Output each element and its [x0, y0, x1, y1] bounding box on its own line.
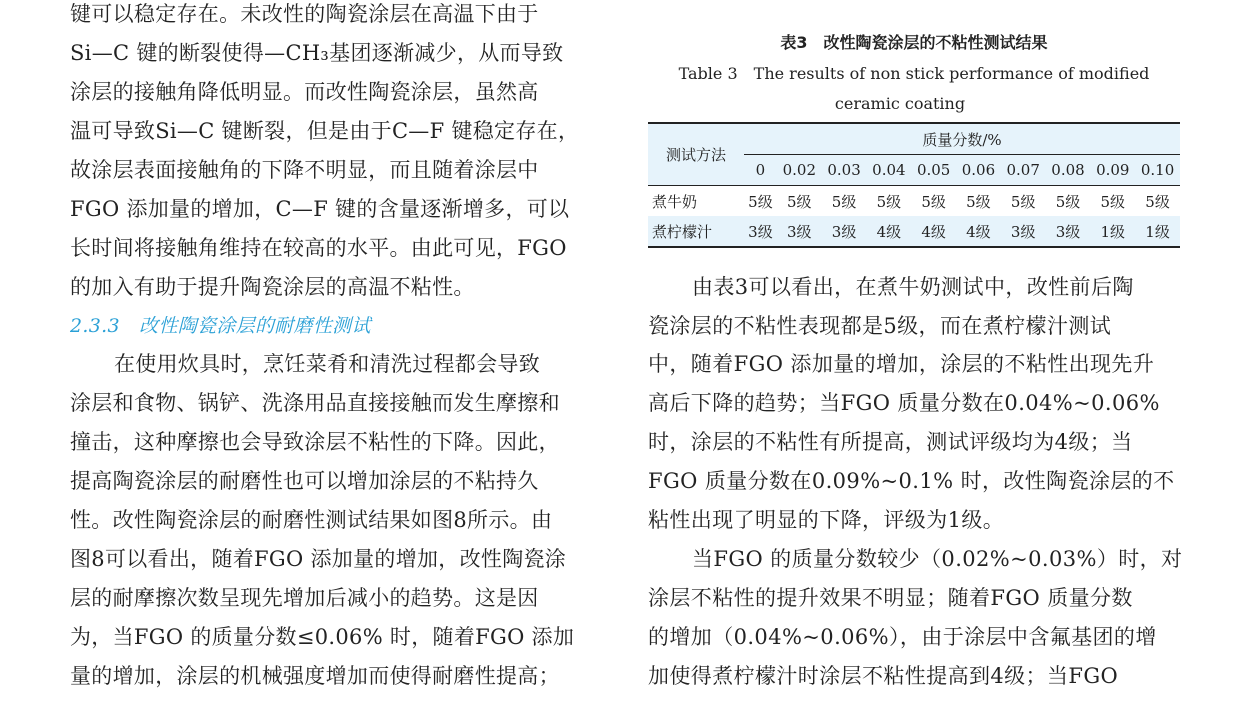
row-label: 煮柠檬汁 — [648, 216, 744, 247]
body-line: 量的增加，涂层的机械强度增加而使得耐磨性提高； — [70, 664, 560, 688]
body-line: 粘性出现了明显的下降，评级为1级。 — [648, 508, 1005, 532]
body-line: 涂层不粘性的提升效果不明显；随着FGO 质量分数 — [648, 586, 1133, 610]
table-cell: 5级 — [911, 186, 956, 217]
body-line: 温可导致Si—C 键断裂，但是由于C—F 键稳定存在， — [70, 119, 580, 143]
row-label: 煮牛奶 — [648, 186, 744, 217]
column-header: 0.10 — [1135, 155, 1180, 186]
row-header: 测试方法 — [648, 123, 744, 186]
body-line: 为，当FGO 的质量分数≤0.06% 时，随着FGO 添加 — [70, 625, 575, 649]
table-cell: 5级 — [956, 186, 1001, 217]
body-line: 涂层和食物、锅铲、洗涤用品直接接触而发生摩擦和 — [70, 391, 560, 415]
table-cell: 3级 — [1001, 216, 1046, 247]
table-cell: 5级 — [822, 186, 867, 217]
table-cell: 5级 — [777, 186, 822, 217]
table-cell: 1级 — [1135, 216, 1180, 247]
body-line: 键可以稳定存在。未改性的陶瓷涂层在高温下由于 — [70, 2, 539, 26]
group-header: 质量分数/% — [744, 123, 1180, 155]
section-heading: 2.3.3 改性陶瓷涂层的耐磨性测试 — [70, 315, 371, 337]
body-line: 提高陶瓷涂层的耐磨性也可以增加涂层的不粘持久 — [70, 469, 539, 493]
body-line: 瓷涂层的不粘性表现都是5级，而在煮柠檬汁测试 — [648, 314, 1112, 338]
body-line: 涂层的接触角降低明显。而改性陶瓷涂层，虽然高 — [70, 80, 539, 104]
table-caption-cn: 表3 改性陶瓷涂层的不粘性测试结果 — [780, 33, 1048, 52]
column-header: 0.04 — [866, 155, 911, 186]
column-header: 0.03 — [822, 155, 867, 186]
table-cell: 5级 — [1046, 186, 1091, 217]
column-header: 0.07 — [1001, 155, 1046, 186]
body-line: 在使用炊具时，烹饪菜肴和清洗过程都会导致 — [114, 352, 540, 376]
results-table — [648, 122, 1180, 248]
body-line: FGO 添加量的增加，C—F 键的含量逐渐增多，可以 — [70, 197, 570, 221]
body-line: 长时间将接触角维持在较高的水平。由此可见，FGO — [70, 236, 567, 260]
body-line: 的增加（0.04%~0.06%），由于涂层中含氟基团的增 — [648, 625, 1157, 649]
table-cell: 3级 — [822, 216, 867, 247]
body-line: 撞击，这种摩擦也会导致涂层不粘性的下降。因此， — [70, 430, 560, 454]
column-header: 0.02 — [777, 155, 822, 186]
column-header: 0 — [744, 155, 777, 186]
table-caption-en-cont: ceramic coating — [834, 94, 966, 113]
table-row — [648, 186, 1180, 217]
table-cell: 5级 — [1001, 186, 1046, 217]
table-cell: 3级 — [1046, 216, 1091, 247]
body-line: 性。改性陶瓷涂层的耐磨性测试结果如图8所示。由 — [70, 508, 553, 532]
table-caption-en: Table 3 The results of non stick performance of modified — [678, 64, 1150, 83]
body-line: 加使得煮柠檬汁时涂层不粘性提高到4级；当FGO — [648, 664, 1119, 688]
table-cell: 4级 — [956, 216, 1001, 247]
body-line: Si—C 键的断裂使得—CH₃基团逐渐减少，从而导致 — [70, 41, 564, 65]
column-header: 0.09 — [1090, 155, 1135, 186]
column-header: 0.05 — [911, 155, 956, 186]
table-row — [648, 216, 1180, 247]
body-line: 图8可以看出，随着FGO 添加量的增加，改性陶瓷涂 — [70, 547, 567, 571]
table-cell: 3级 — [744, 216, 777, 247]
table-cell: 5级 — [866, 186, 911, 217]
body-line: 中，随着FGO 添加量的增加，涂层的不粘性出现先升 — [648, 352, 1155, 376]
body-line: FGO 质量分数在0.09%~0.1% 时，改性陶瓷涂层的不 — [648, 469, 1175, 493]
body-line: 的加入有助于提升陶瓷涂层的高温不粘性。 — [70, 275, 475, 299]
body-line: 时，涂层的不粘性有所提高，测试评级均为4级；当 — [648, 430, 1133, 454]
table-cell: 3级 — [777, 216, 822, 247]
column-header: 0.06 — [956, 155, 1001, 186]
body-line: 高后下降的趋势；当FGO 质量分数在0.04%~0.06% — [648, 391, 1160, 415]
body-line: 当FGO 的质量分数较少（0.02%~0.03%）时，对 — [692, 547, 1183, 571]
table-cell: 4级 — [911, 216, 956, 247]
table-cell: 5级 — [744, 186, 777, 217]
table-cell: 5级 — [1135, 186, 1180, 217]
body-line: 层的耐摩擦次数呈现先增加后减小的趋势。这是因 — [70, 586, 539, 610]
body-line: 故涂层表面接触角的下降不明显，而且随着涂层中 — [70, 158, 539, 182]
body-line: 由表3可以看出，在煮牛奶测试中，改性前后陶 — [692, 275, 1134, 299]
table-cell: 4级 — [866, 216, 911, 247]
column-header: 0.08 — [1046, 155, 1091, 186]
table-cell: 5级 — [1090, 186, 1135, 217]
table-cell: 1级 — [1090, 216, 1135, 247]
